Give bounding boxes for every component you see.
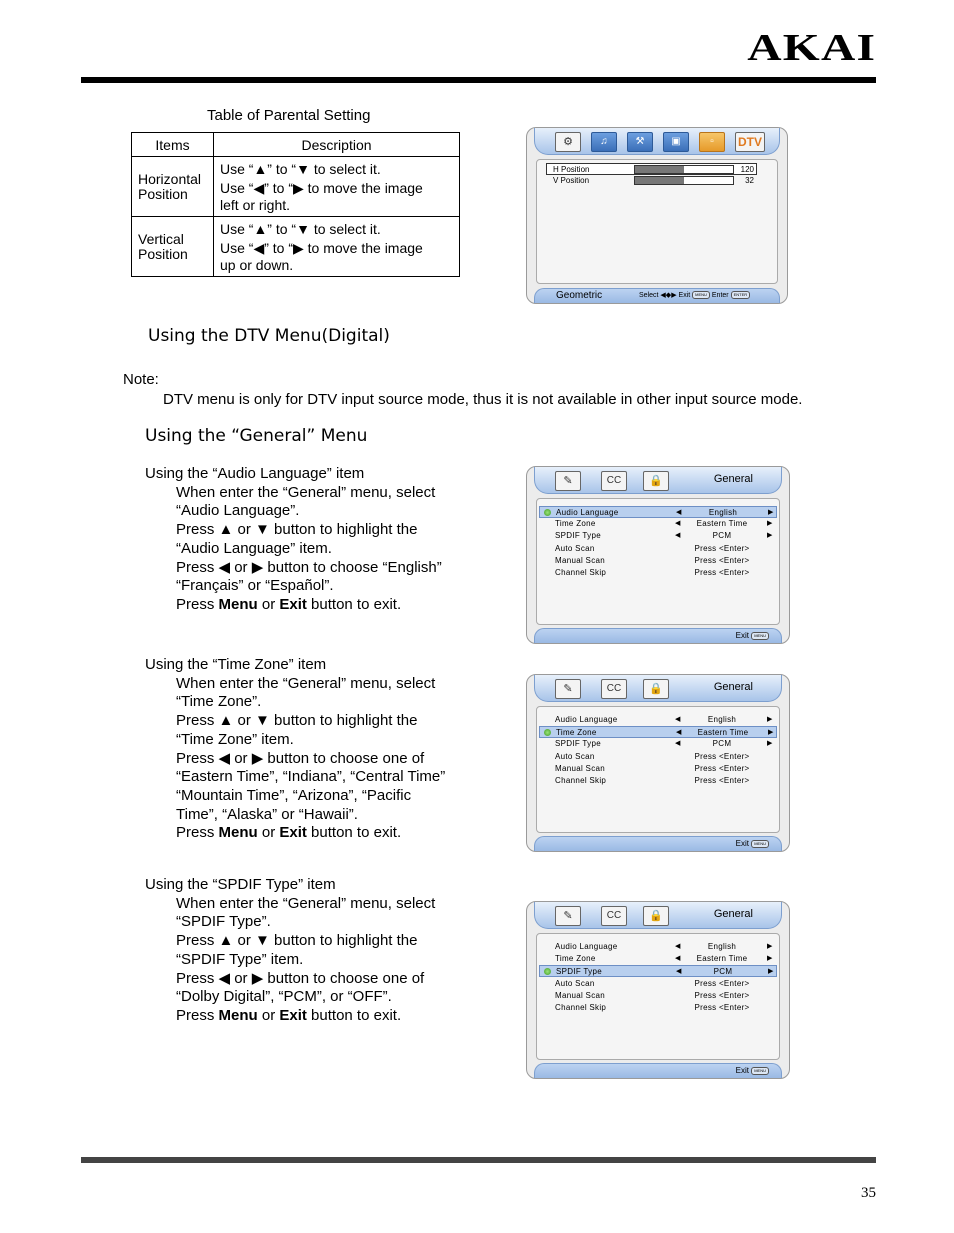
header-rule <box>81 77 876 83</box>
osd-menu-title: General <box>713 473 753 485</box>
right-arrow-icon[interactable]: ▶ <box>768 968 774 976</box>
table-cell-description: Use “▲” to “▼ to select it. Use “◀” to “▶ to move the image up or down. <box>214 217 460 277</box>
v-position-row: V Position 32 <box>553 176 754 185</box>
enter-key-icon: ENTER <box>731 291 751 299</box>
heading-general-menu: Using the “General” Menu <box>145 426 368 446</box>
osd-tab-bar <box>534 128 780 155</box>
gear-icon: ⚙ <box>555 132 581 152</box>
menu-row-3[interactable]: Auto Scan Press <Enter> <box>555 751 750 761</box>
menu-row-4[interactable]: Manual Scan Press <Enter> <box>555 990 750 1000</box>
menu-row-1[interactable]: Time Zone ◀ Eastern Time ▶ <box>555 519 773 529</box>
music-note-icon: ♫ <box>591 132 617 152</box>
right-arrow-icon[interactable]: ▶ <box>767 955 773 963</box>
menu-row-0[interactable]: Audio Language ◀ English ▶ <box>539 506 777 518</box>
table-row <box>132 157 460 217</box>
table-caption: Table of Parental Setting <box>207 107 371 124</box>
general-osd-screen <box>526 901 790 1079</box>
right-arrow-icon[interactable]: ▶ <box>767 740 773 748</box>
table-row <box>132 217 460 277</box>
akai-logo: AKAI <box>746 27 876 69</box>
general-osd-screen <box>526 466 790 644</box>
left-arrow-icon[interactable]: ◀ <box>676 509 682 516</box>
geometric-osd-screen <box>526 127 788 304</box>
osd-menu-title: General <box>713 908 753 920</box>
osd-body <box>536 498 780 625</box>
table-cell-item: Vertical Position <box>132 217 214 277</box>
osd-footer: Exit MENU <box>534 1063 782 1078</box>
lock-icon[interactable]: 🔒 <box>643 679 669 699</box>
menu-key-icon: MENU <box>751 1067 769 1075</box>
section-time-zone: Using the “Time Zone” item When enter the “General” menu, select “Time Zone”. Press ▲ or ▼ button to highlight the “Time Zone” item. Press ◀ or ▶ button to choose one of “Eastern Time”, “Indiana”, “Central Time” “Mountain Time”, “Arizona”, “Pacific Time”, “Alaska” or “Hawaii”. Press Menu or Exit button to exit. <box>145 656 446 842</box>
note-text: DTV menu is only for DTV input source mode, thus it is not available in other input source mode. <box>163 391 803 408</box>
osd-tab-bar <box>534 675 782 702</box>
cc-icon[interactable]: CC <box>601 906 627 926</box>
menu-row-4[interactable]: Manual Scan Press <Enter> <box>555 555 750 565</box>
lock-icon[interactable]: 🔒 <box>643 471 669 491</box>
left-arrow-icon[interactable]: ◀ <box>676 729 682 737</box>
pen-icon[interactable]: ✎ <box>555 471 581 491</box>
cc-icon[interactable]: CC <box>601 471 627 491</box>
menu-row-5[interactable]: Channel Skip Press <Enter> <box>555 568 750 577</box>
parental-setting-table <box>131 132 460 277</box>
osd-tab-bar <box>534 467 782 494</box>
osd-body <box>536 706 780 833</box>
selected-bullet-icon <box>544 968 551 975</box>
menu-row-0[interactable]: Audio Language ◀ English ▶ <box>555 942 773 951</box>
table-header-description: Description <box>214 133 460 157</box>
right-arrow-icon[interactable]: ▶ <box>767 532 773 540</box>
osd-footer-title: Geometric <box>556 290 603 301</box>
menu-row-2[interactable]: SPDIF Type ◀ PCM ▶ <box>555 739 773 749</box>
menu-row-1[interactable]: Time Zone ◀ Eastern Time ▶ <box>539 726 777 738</box>
left-arrow-icon[interactable]: ◀ <box>675 520 681 528</box>
pen-icon[interactable]: ✎ <box>555 906 581 926</box>
left-arrow-icon[interactable]: ◀ <box>675 955 681 963</box>
menu-key-icon: MENU <box>751 632 769 640</box>
menu-row-2[interactable]: SPDIF Type ◀ PCM ▶ <box>539 965 777 977</box>
note-label: Note: <box>123 371 159 388</box>
left-arrow-icon[interactable]: ◀ <box>675 716 681 723</box>
section-audio-language: Using the “Audio Language” item When enter the “General” menu, select “Audio Language”. Press ▲ or ▼ button to highlight the “Audio Language” item. Press ◀ or ▶ button to choose “English” “Français” or “Español”. Press Menu or Exit button to exit. <box>145 465 442 613</box>
osd-footer: Geometric Select ◀◆▶ Exit MENU Enter ENTER <box>534 288 780 303</box>
h-position-row: H Position 120 <box>546 163 757 175</box>
right-arrow-icon[interactable]: ▶ <box>767 716 773 723</box>
menu-row-4[interactable]: Manual Scan Press <Enter> <box>555 763 750 773</box>
right-arrow-icon[interactable]: ▶ <box>767 520 773 528</box>
right-arrow-icon[interactable]: ▶ <box>767 943 773 950</box>
v-position-bar[interactable] <box>634 176 734 185</box>
left-arrow-icon[interactable]: ◀ <box>675 943 681 950</box>
table-cell-item: Horizontal Position <box>132 157 214 217</box>
heading-dtv-menu: Using the DTV Menu(Digital) <box>148 326 390 346</box>
page-number: 35 <box>861 1185 876 1201</box>
wrench-icon: ⚒ <box>627 132 653 152</box>
menu-row-0[interactable]: Audio Language ◀ English ▶ <box>555 715 773 724</box>
osd-tab-bar <box>534 902 782 929</box>
left-arrow-icon[interactable]: ◀ <box>676 968 682 976</box>
left-arrow-icon[interactable]: ◀ <box>675 532 681 540</box>
lock-icon[interactable]: 🔒 <box>643 906 669 926</box>
osd-footer: Exit MENU <box>534 836 782 851</box>
right-arrow-icon[interactable]: ▶ <box>768 509 774 516</box>
menu-key-icon: MENU <box>692 291 710 299</box>
navigation-arrows-icon: ◀◆▶ <box>660 292 677 299</box>
pen-icon[interactable]: ✎ <box>555 679 581 699</box>
menu-row-5[interactable]: Channel Skip Press <Enter> <box>555 776 750 785</box>
osd-body <box>536 933 780 1060</box>
selected-bullet-icon <box>544 729 551 736</box>
footer-rule <box>81 1157 876 1163</box>
menu-row-3[interactable]: Auto Scan Press <Enter> <box>555 543 750 553</box>
selected-bullet-icon <box>544 509 551 516</box>
menu-row-2[interactable]: SPDIF Type ◀ PCM ▶ <box>555 531 773 541</box>
section-spdif-type: Using the “SPDIF Type” item When enter the “General” menu, select “SPDIF Type”. Press ▲ or ▼ button to highlight the “SPDIF Type” item. Press ◀ or ▶ button to choose one of “Dolby Digital”, “PCM”, or “OFF”. Press Menu or Exit button to exit. <box>145 876 436 1024</box>
osd-body <box>536 159 778 284</box>
right-arrow-icon[interactable]: ▶ <box>768 729 774 737</box>
dtv-icon: DTV <box>735 132 765 152</box>
tv-icon: ▣ <box>663 132 689 152</box>
cc-icon[interactable]: CC <box>601 679 627 699</box>
osd-footer: Exit MENU <box>534 628 782 643</box>
menu-row-5[interactable]: Channel Skip Press <Enter> <box>555 1003 750 1012</box>
h-position-bar[interactable] <box>634 165 734 174</box>
general-osd-screen <box>526 674 790 852</box>
menu-key-icon: MENU <box>751 840 769 848</box>
menu-row-3[interactable]: Auto Scan Press <Enter> <box>555 978 750 988</box>
osd-menu-title: General <box>713 681 753 693</box>
table-cell-description: Use “▲” to “▼ to select it. Use “◀” to “▶ to move the image left or right. <box>214 157 460 217</box>
table-header-items: Items <box>132 133 214 157</box>
left-arrow-icon[interactable]: ◀ <box>675 740 681 748</box>
menu-row-1[interactable]: Time Zone ◀ Eastern Time ▶ <box>555 954 773 964</box>
screen-icon: ▫ <box>699 132 725 152</box>
